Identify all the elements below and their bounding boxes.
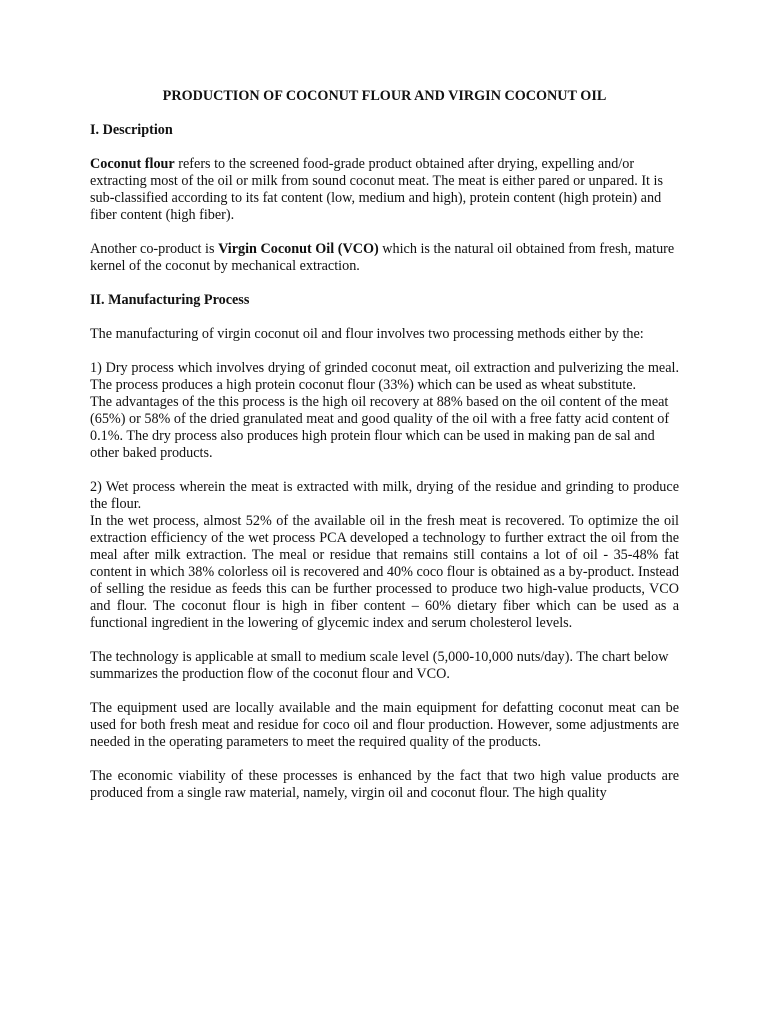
paragraph-dry-advantages: The advantages of the this process is the high oil recovery at 88% based on the oil content of the meat (65%) or 58% of the dried granulated meat and good quality of the oil with a free fatty acid content of 0.1%. The dry process also produces high protein flour which can be used in making pan de sal and other baked products.	[90, 394, 670, 461]
term-vco: Virgin Coconut Oil (VCO)	[218, 241, 379, 257]
document-title: PRODUCTION OF COCONUT FLOUR AND VIRGIN COCONUT OIL	[162, 88, 607, 104]
paragraph-wet-process: 2) Wet process wherein the meat is extracted with milk, drying of the residue and grinding to produce the flour.	[90, 479, 679, 512]
paragraph-text: which is the natural oil obtained from fresh, mature kernel of the coconut by mechanical extraction.	[90, 241, 675, 274]
paragraph-dry-process: 1) Dry process which involves drying of grinded coconut meat, oil extraction and pulverizing the meal. The process produces a high protein coconut flour (33%) which can be used as wheat substitute.	[90, 360, 679, 393]
section-heading-description: I. Description	[90, 122, 173, 138]
paragraph-economic: The economic viability of these processes is enhanced by the fact that two high value products are produced from a single raw material, namely, virgin oil and coconut flour. The high quality	[90, 768, 679, 801]
paragraph-technology: The technology is applicable at small to medium scale level (5,000-10,000 nuts/day). The chart below summarizes the production flow of the coconut flour and VCO.	[90, 649, 669, 682]
paragraph-equipment: The equipment used are locally available and the main equipment for defatting coconut meat can be used for both fresh meat and residue for coco oil and flour production. However, some adjustments are needed in the operating parameters to meet the required quality of the products.	[90, 700, 679, 750]
term-coconut-flour: Coconut flour	[90, 156, 175, 172]
section-heading-manufacturing: II. Manufacturing Process	[90, 292, 250, 308]
document-page	[90, 88, 679, 819]
paragraph-coconut-flour	[90, 156, 679, 224]
paragraph-vco	[90, 241, 679, 275]
paragraph-text: Another co-product is	[90, 241, 219, 257]
wet-process-block	[90, 479, 679, 632]
paragraph-wet-details: In the wet process, almost 52% of the available oil in the fresh meat is recovered. To optimize the oil extraction efficiency of the wet process PCA developed a technology to further extract the oil from the meal after milk extraction. The meal or residue that remains still contains a lot of oil - 35-48% fat content in which 38% colorless oil is recovered and 40% coco flour is obtained as a by-product. Instead of selling the residue as feeds this can be further processed to produce two high-value products, VCO and flour. The coconut flour is high in fiber content – 60% dietary fiber which can be used as a functional ingredient in the lowering of glycemic index and serum cholesterol levels.	[90, 513, 679, 631]
dry-process-block	[90, 360, 679, 462]
paragraph-intro: The manufacturing of virgin coconut oil and flour involves two processing methods either by the:	[90, 326, 644, 342]
paragraph-text: refers to the screened food-grade product obtained after drying, expelling and/or extracting most of the oil or milk from sound coconut meat. The meat is either pared or unpared. It is sub-classified according to its fat content (low, medium and high), protein content (high protein) and fiber content (high fiber).	[90, 156, 663, 223]
